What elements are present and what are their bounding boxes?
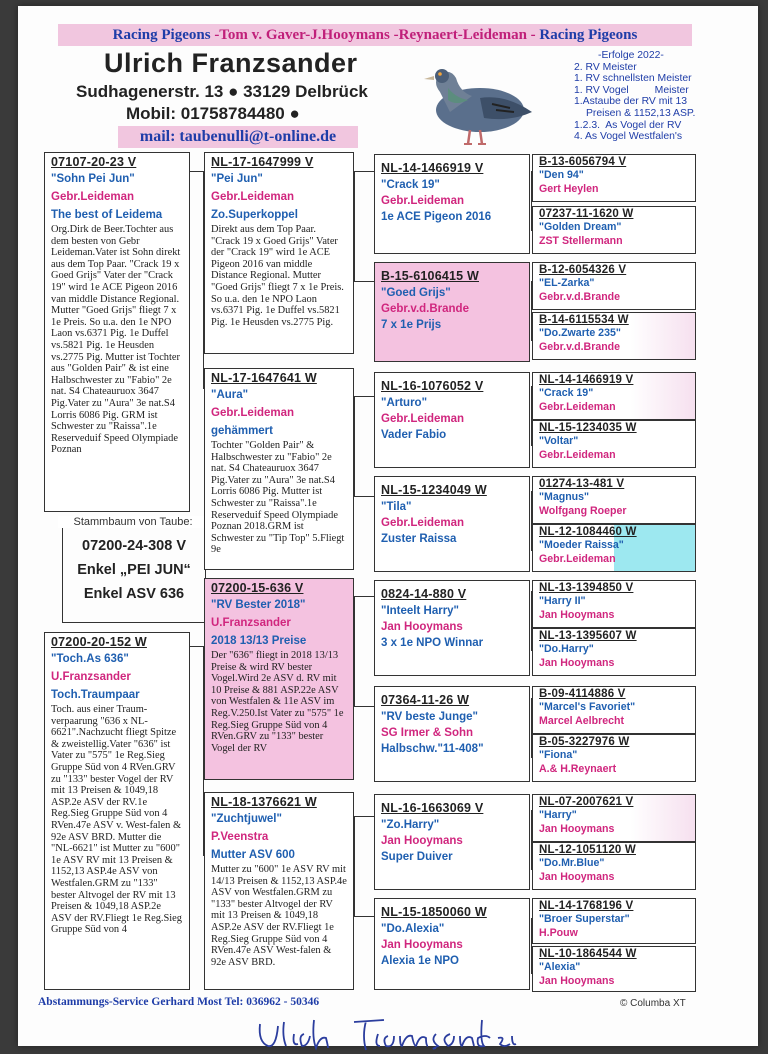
banner-left: Racing Pigeons xyxy=(112,27,211,43)
banner-right: Racing Pigeons xyxy=(539,27,638,43)
pedigree-box-gen4[interactable] xyxy=(532,206,696,254)
pigeon-name: "Harry" xyxy=(539,809,577,821)
subject-pigeon-box xyxy=(62,523,206,623)
connector xyxy=(354,596,374,597)
ring-number: NL-16-1663069 V xyxy=(381,801,484,815)
success-line: 4. As Vogel Westfalen's xyxy=(574,131,683,143)
pigeon-name: "Broer Superstar" xyxy=(539,913,630,925)
connector xyxy=(354,596,355,706)
pedigree-box-gen2[interactable] xyxy=(204,152,354,354)
breeder: Gebr.Leideman xyxy=(539,449,616,461)
pigeon-name: "Inteelt Harry" xyxy=(381,605,460,617)
pigeon-image xyxy=(410,52,540,152)
pigeon-name: "Fiona" xyxy=(539,749,578,761)
ring-number: 07237-11-1620 W xyxy=(539,208,634,220)
stammbaum-label: Stammbaum von Taube: xyxy=(58,516,208,528)
connector xyxy=(354,816,374,817)
pigeon-name: "Harry II" xyxy=(539,595,586,607)
subject-ring: 07200-24-308 V xyxy=(82,538,186,554)
connector xyxy=(354,496,374,497)
achievement: Super Duiver xyxy=(381,851,453,863)
pigeon-name: "RV Bester 2018" xyxy=(211,599,306,611)
success-line: 1.Astaube der RV mit 13 xyxy=(574,96,688,108)
pigeon-name: "EL-Zarka" xyxy=(539,277,595,289)
achievement: Alexia 1e NPO xyxy=(381,955,459,967)
breeder: Gebr.Leideman xyxy=(51,191,135,203)
pigeon-name: "Do.Mr.Blue" xyxy=(539,857,605,869)
breeder: Jan Hooymans xyxy=(381,835,463,847)
pigeon-name: "Do.Zwarte 235" xyxy=(539,327,621,339)
breeder: A.& H.Reynaert xyxy=(539,763,617,775)
pigeon-name: "Marcel's Favoriet" xyxy=(539,701,636,713)
breeder: Gebr.v.d.Brande xyxy=(539,291,621,303)
subject-enkel-1: Enkel „PEI JUN“ xyxy=(77,562,191,578)
breeder: Gebr.Leideman xyxy=(211,407,295,419)
pedigree-box-gen4[interactable] xyxy=(532,794,696,842)
ring-number: NL-15-1234035 W xyxy=(539,422,637,434)
achievement: Zuster Raissa xyxy=(381,533,457,545)
breeder: Marcel Aelbrecht xyxy=(539,715,624,727)
ring-number: NL-17-1647999 V xyxy=(211,155,314,169)
ring-number: NL-15-1234049 W xyxy=(381,483,487,497)
breeder: U.Franzsander xyxy=(211,617,291,629)
connector xyxy=(354,916,374,917)
pigeon-name: "Aura" xyxy=(211,389,249,401)
breeder: U.Franzsander xyxy=(51,671,131,683)
ring-number: 07200-15-636 V xyxy=(211,581,304,595)
connector xyxy=(354,816,355,916)
breeder: Jan Hooymans xyxy=(539,871,615,883)
pigeon-name: "Zo.Harry" xyxy=(381,819,440,831)
breeder: Gebr.Leideman xyxy=(539,553,616,565)
success-line: 1. RV Vogel Meister xyxy=(574,84,689,96)
ring-number: B-14-6115534 W xyxy=(539,314,629,326)
connector xyxy=(189,646,203,647)
breeder: Jan Hooymans xyxy=(381,621,463,633)
pigeon-name: "Golden Dream" xyxy=(539,221,622,233)
connector xyxy=(354,706,374,707)
owner-name: Ulrich Franzsander xyxy=(104,48,358,78)
ring-number: NL-12-1051120 W xyxy=(539,844,636,856)
achievement: 2018 13/13 Preise xyxy=(211,635,307,647)
pigeon-name: "Arturo" xyxy=(381,397,428,409)
pedigree-box-gen4[interactable] xyxy=(532,262,696,310)
description: Toch. aus einer Traum-verpaarung "636 x NL-6621".Nachzucht fliegt Spitze & zweistellig.Vater "636" ist Vater zu "575" 1e Reg.Sieg Gruppe Süd von 4 RVen.GRV zu "133" bester Vogel der RV mit 13 Preisen & 1049,18 ASP.2e ASV der RV.1e Reg.Sieg Gruppe Süd von 4 RVen.47e ASV v. West-falen & 92e ASV BRD. Mutter die "NL-6621" ist Mutter zu "600" 1e ASV RV mit 13 Preisen & 1152,13 ASP.4e ASV von Westfalen.GRM zu "133" bester Altvogel der RV mit 13 Preisen & 1049,18 ASP.2e ASV der RV.Fliegt 1e Reg.Sieg Gruppe Süd von 4 xyxy=(51,704,182,936)
pigeon-name: "Tila" xyxy=(381,501,412,513)
pedigree-box-gen3[interactable] xyxy=(374,476,530,572)
ring-number: B-05-3227976 W xyxy=(539,736,630,748)
successes-list xyxy=(574,50,704,143)
achievement: 3 x 1e NPO Winnar xyxy=(381,637,484,649)
pedigree-box-gen4[interactable] xyxy=(532,686,696,734)
success-line: 1.2.3. As Vogel der RV xyxy=(574,119,682,131)
pigeon-name: "Goed Grijs" xyxy=(381,287,451,299)
pedigree-box-gen4[interactable] xyxy=(532,420,696,468)
pigeon-name: "Crack 19" xyxy=(539,387,594,399)
breeder: H.Pouw xyxy=(539,927,578,939)
breeder: Gebr.Leideman xyxy=(381,517,465,529)
owner-phone: Mobil: 01758784480 ● xyxy=(126,104,300,123)
description: Org.Dirk de Beer.Tochter aus dem besten von Gebr Leideman.Vater ist Sohn direkt aus dem Top Paar. "Crack 19 x Goed Grijs" Vater der "Crack 19" wird 1e ACE Pigeon 2016 van middle Distance Regional. Mutter "Goed Grijs" fliegt 7 x 1e Preis. So u.a. den 1e NPO Laon vs.6371 Pig. 1e Duffel vs.5821 Pig. 1e Heusden vs.2775 Pig. Mutter ist Tochter aus "Golden Pair" & ist eine Halbschwester zu "Fabio" 2e nat. S4 Chateauruox 3647 Pig.Vater zu "Aura" 3e nat.S4 Lorris 6086 Pig. GRM ist Schwester zu "Raissa".1e Reserveduif Speed Olympiade Poznan xyxy=(51,224,181,456)
breeder: SG Irmer & Sohn xyxy=(381,727,474,739)
breeder: Gebr.Leideman xyxy=(381,195,465,207)
pedigree-box-gen4[interactable] xyxy=(532,312,696,360)
description: Der "636" fliegt in 2018 13/13 Preise & wird RV bester Vogel.Wird 2e ASV d. RV mit 10 Preise & 881 ASP.22e ASV von Westfalen & 11e ASV im Reg.V.250.Ist Vater zu "575" 1e Reg.Sieg Gruppe Süd von 4 RVen.GRV zu "133" bester Vogel der RV xyxy=(211,650,344,754)
success-line: 2. RV Meister xyxy=(574,61,637,73)
pedigree-box-gen4[interactable] xyxy=(532,154,696,202)
achievement: Mutter ASV 600 xyxy=(211,849,295,861)
ring-number: NL-14-1768196 V xyxy=(539,900,634,912)
achievement: Halbschw."11-408" xyxy=(381,743,484,755)
copyright: © Columba XT xyxy=(620,998,686,1009)
achievement: Zo.Superkoppel xyxy=(211,209,298,221)
achievement: Vader Fabio xyxy=(381,429,447,441)
pigeon-name: "RV beste Junge" xyxy=(381,711,478,723)
owner-email[interactable]: mail: taubenulli@t-online.de xyxy=(118,126,358,148)
pigeon-name: "Toch.As 636" xyxy=(51,653,129,665)
ring-number: 07200-20-152 W xyxy=(51,635,147,649)
owner-signature xyxy=(254,1016,524,1054)
breeder: Gert Heylen xyxy=(539,183,599,195)
pedigree-box-gen2[interactable] xyxy=(204,368,354,570)
description: Tochter "Golden Pair" & Halbschwester zu "Fabio" 2e nat. S4 Chateauruox 3647 Pig.Vater zu "Aura" 3e nat.S4 Lorris 6086 Pig. Mutter ist Schwester zu "Raissa".1e Reserveduif Speed Olympiade Poznan 2018.GRM ist Schwester zu "Tip Top" 5.Fliegt 9e xyxy=(211,440,345,556)
ring-number: NL-13-1395607 W xyxy=(539,630,637,642)
connector xyxy=(189,171,203,172)
pedigree-box-gen3[interactable] xyxy=(374,154,530,254)
ring-number: 07364-11-26 W xyxy=(381,693,470,707)
pigeon-name: "Moeder Raissa" xyxy=(539,539,624,551)
pigeon-name: "Do.Harry" xyxy=(539,643,594,655)
description: Direkt aus dem Top Paar. "Crack 19 x Goed Grijs" Vater der "Crack 19" wird 1e ACE Pigeon 2016 van middle Distance Regional. Mutter "Goed Grijs" fliegt 7 x 1e Preis. So u.a. den 1e NPO Laon vs.6371 Pig. 1e Duffel vs.5821 Pig. 1e Heusden vs.2775 Pig. xyxy=(211,224,344,328)
pedigree-box-gen4[interactable] xyxy=(532,524,696,572)
achievement: 1e ACE Pigeon 2016 xyxy=(381,211,492,223)
success-line: 1. RV schnellsten Meister xyxy=(574,73,692,85)
ring-number: B-15-6106415 W xyxy=(381,269,479,283)
ring-number: NL-13-1394850 V xyxy=(539,582,634,594)
ring-number: NL-17-1647641 W xyxy=(211,371,317,385)
breeder: Wolfgang Roeper xyxy=(539,505,627,517)
pigeon-name: "Alexia" xyxy=(539,961,581,973)
breeder: Jan Hooymans xyxy=(381,939,463,951)
ring-number: NL-18-1376621 W xyxy=(211,795,317,809)
pedigree-box-gen4[interactable] xyxy=(532,842,696,890)
success-line: Preisen & 1152,13 ASP. xyxy=(586,107,696,119)
pigeon-name: "Pei Jun" xyxy=(211,173,263,185)
pigeon-name: "Do.Alexia" xyxy=(381,923,445,935)
breeder: Gebr.Leideman xyxy=(539,401,616,413)
pedigree-box-gen4[interactable] xyxy=(532,476,696,524)
pigeon-name: "Sohn Pei Jun" xyxy=(51,173,135,185)
success-line: -Erfolge 2022- xyxy=(598,50,664,61)
breeder: P.Veenstra xyxy=(211,831,269,843)
achievement: Toch.Traumpaar xyxy=(51,689,140,701)
achievement: gehämmert xyxy=(211,425,273,437)
ring-number: NL-14-1466919 V xyxy=(539,374,634,386)
ring-number: B-09-4114886 V xyxy=(539,688,626,700)
description: Mutter zu "600" 1e ASV RV mit 14/13 Preisen & 1152,13 ASP.4e ASV von Westfalen.GRM zu "133" bester Altvogel der RV mit 13 Preisen & 1049,18 ASP.2e ASV der RV.Fliegt 1e Reg.Sieg Gruppe Süd von 4 RVen.47e ASV West-falen & 92e ASV BRD. xyxy=(211,864,347,968)
ring-number: NL-15-1850060 W xyxy=(381,905,487,919)
breeder: Gebr.Leideman xyxy=(211,191,295,203)
connector xyxy=(354,171,374,172)
connector xyxy=(354,396,374,397)
pedigree-box-gen2[interactable] xyxy=(204,792,354,990)
achievement: 7 x 1e Prijs xyxy=(381,319,442,331)
connector xyxy=(354,171,355,281)
ring-number: NL-10-1864544 W xyxy=(539,948,637,960)
breeder: Gebr.v.d.Brande xyxy=(539,341,621,353)
banner-mid: -Tom v. Gaver-J.Hooymans -Reynaert-Leideman - xyxy=(214,27,536,43)
pedigree-box-mother[interactable] xyxy=(44,632,190,990)
ring-number: NL-16-1076052 V xyxy=(381,379,484,393)
pedigree-service-footer: Abstammungs-Service Gerhard Most Tel: 036962 - 50346 xyxy=(38,996,320,1008)
breeder: Jan Hooymans xyxy=(539,823,615,835)
breeder: Gebr.Leideman xyxy=(381,413,465,425)
ring-number: B-13-6056794 V xyxy=(539,156,627,168)
owner-address: Sudhagenerstr. 13 ● 33129 Delbrück xyxy=(76,82,368,101)
pedigree-box-gen3[interactable] xyxy=(374,686,530,782)
ring-number: 07107-20-23 V xyxy=(51,155,137,169)
pigeon-name: "Zuchtjuwel" xyxy=(211,813,282,825)
ring-number: 0824-14-880 V xyxy=(381,587,467,601)
header-banner xyxy=(58,24,692,46)
breeder: ZST Stellermann xyxy=(539,235,623,247)
ring-number: 01274-13-481 V xyxy=(539,478,625,490)
pedigree-box-gen3[interactable] xyxy=(374,262,530,362)
pigeon-name: "Den 94" xyxy=(539,169,584,181)
pedigree-box-father[interactable] xyxy=(44,152,190,512)
pedigree-box-gen4[interactable] xyxy=(532,734,696,782)
ring-number: NL-14-1466919 V xyxy=(381,161,484,175)
pedigree-box-gen3[interactable] xyxy=(374,580,530,676)
pedigree-box-gen4[interactable] xyxy=(532,898,696,944)
subject-enkel-2: Enkel ASV 636 xyxy=(83,586,185,602)
ring-number: B-12-6054326 V xyxy=(539,264,627,276)
pigeon-name: "Magnus" xyxy=(539,491,590,503)
connector xyxy=(354,396,355,496)
pedigree-sheet xyxy=(18,6,758,1046)
pedigree-box-gen4[interactable] xyxy=(532,372,696,420)
breeder: Jan Hooymans xyxy=(539,975,615,987)
pedigree-box-gen2[interactable] xyxy=(204,578,354,780)
ring-number: NL-07-2007621 V xyxy=(539,796,634,808)
breeder: Jan Hooymans xyxy=(539,657,615,669)
pedigree-box-gen4[interactable] xyxy=(532,628,696,676)
breeder: Gebr.v.d.Brande xyxy=(381,303,469,315)
pedigree-box-gen3[interactable] xyxy=(374,372,530,468)
pedigree-box-gen3[interactable] xyxy=(374,794,530,890)
pigeon-name: "Voltar" xyxy=(539,435,579,447)
connector xyxy=(354,281,374,282)
achievement: The best of Leidema xyxy=(51,209,163,221)
pedigree-box-gen3[interactable] xyxy=(374,898,530,990)
breeder: Jan Hooymans xyxy=(539,609,615,621)
pigeon-name: "Crack 19" xyxy=(381,179,440,191)
pedigree-box-gen4[interactable] xyxy=(532,946,696,992)
pedigree-box-gen4[interactable] xyxy=(532,580,696,628)
ring-number: NL-12-1084460 W xyxy=(539,526,637,538)
